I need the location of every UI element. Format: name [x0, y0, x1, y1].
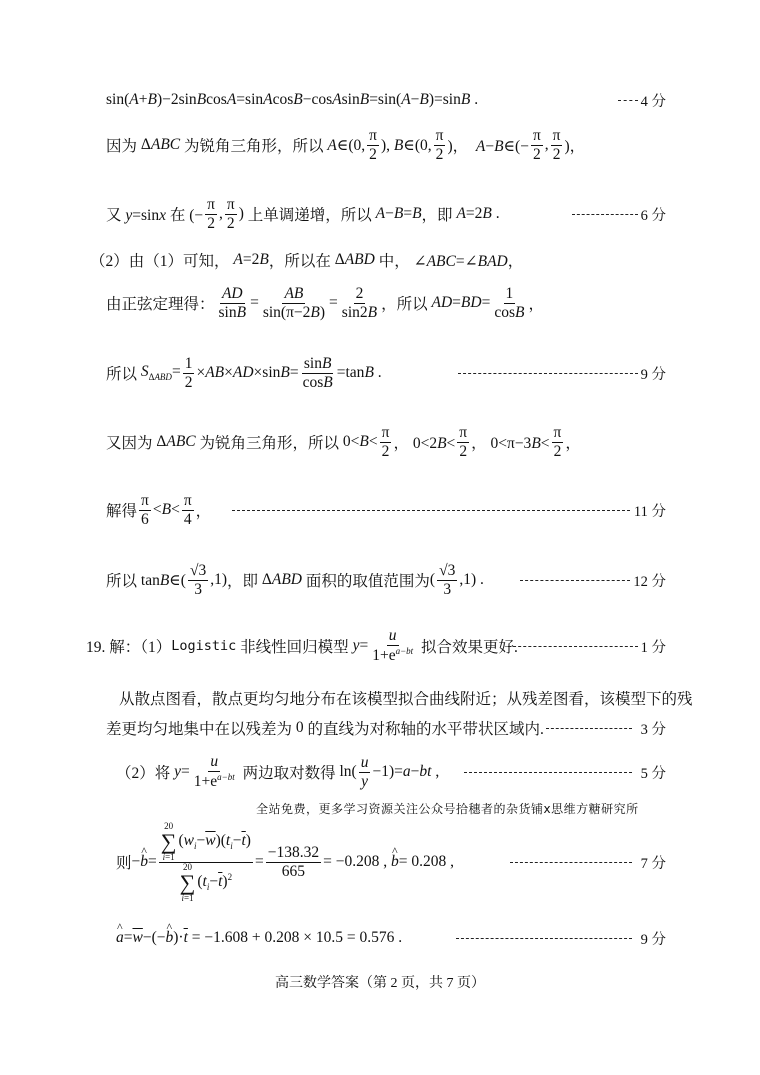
score: 5 分 [640, 765, 666, 782]
score-leader [510, 862, 632, 863]
score: 12 分 [633, 573, 666, 590]
line-4 [0, 240, 760, 280]
text: （2）将 y= $\frac{u}{1+e^{a-bt}}$ 两边取对数得 ln( $\frac{u}{y}$ −1)=a−bt , [116, 753, 440, 791]
score: 6 分 [640, 207, 666, 224]
text: 则 −^ b= 20 ∑ i=1 $(w_i-\overline{w})(t_i-\overline{t})$ 20 ∑ i=1 $(t_i-\overline{t})^2$ = $\frac{-138.32}{665}$ = −0.208 , ^ b = 0.208 , [116, 822, 454, 902]
line-9 [0, 560, 760, 600]
page-footer: 高三数学答案（第 2 页，共 7 页） [275, 976, 485, 991]
line-3 [0, 194, 760, 234]
line-6 [0, 353, 760, 393]
score: 9 分 [640, 366, 666, 383]
text: 又因为 ΔABC 为锐角三角形，所以 0<B< $\frac{\pi}{2}$ ， 0<2B< $\frac{\pi}{2}$ ， 0<π−3B< $\frac{\pi}{2}$ ， [106, 423, 581, 460]
q19-line [0, 626, 760, 666]
text: 解得 $\frac{\pi}{6}$ <B< $\frac{\pi}{4}$ ， [106, 491, 212, 528]
score-leader [520, 580, 630, 581]
score-leader [546, 728, 632, 729]
score-leader [456, 938, 632, 939]
score: 7 分 [640, 855, 666, 872]
text: ^ $a=\overline{w}-(-\^{}$ $b)\cdot\overline{t}$ = −1.608 + 0.208 × 10.5 = 0.576 . [116, 918, 402, 958]
score-leader [232, 510, 630, 511]
line-5 [0, 283, 760, 323]
text: 从散点图看，散点更均匀地分布在该模型拟合曲线附近；从残差图看，该模型下的残 [119, 691, 693, 708]
score-leader [458, 373, 638, 374]
score-leader [572, 214, 638, 215]
a-hat-line [0, 918, 760, 958]
watermark-text: 全站免费，更多学习资源关注公众号拾穗者的杂货铺x思维方糖研究所 [256, 802, 639, 816]
b-hat-line [0, 822, 760, 902]
line-1 [0, 80, 760, 120]
score-leader [464, 772, 632, 773]
score: 1 分 [640, 639, 666, 656]
line-2 [0, 125, 760, 165]
text: 19. 解：（1） Logistic 非线性回归模型 y= $\frac{u}{1+e^{a-bt}}$ 拟合效果更好. [86, 627, 518, 665]
text: （2）由（1）可知， A=2B ，所以在 ΔABD 中， ∠ABC=∠BAD， [90, 251, 524, 270]
score-leader [508, 646, 638, 647]
score-leader [618, 100, 638, 101]
equation: sin(A+B)−2sinBcosA=sinAcosB−cosAsinB=sin(A−B)=sinB . [106, 91, 479, 108]
score: 9 分 [640, 931, 666, 948]
text: 所以 tanB∈( $\frac{√3}{3}$ ,1) ，即 ΔABD 面积的取值范围为 ( $\frac{√3}{3}$ ,1) . [106, 561, 484, 598]
text: 由正弦定理得： $\frac{AD}{\sin B}$ = $\frac{AB}{\sin(\pi-2B)}$ = $\frac{2}{\sin 2B}$ ，所以 AD=BD= $\frac{1}{\cos B}$ ， [106, 284, 544, 321]
para-line-2 [0, 708, 760, 748]
text: 又 y=sinx 在 (− $\frac{\pi}{2}$ , $\frac{\pi}{2}$ ) 上单调递增，所以 A−B=B ，即 A=2B . [106, 195, 500, 232]
text: 所以 $S_{\Delta ABD}=$ $\frac{1}{2}$ ×AB×AD×sinB= $\frac{\sin B}{\cos B}$ =tanB . [106, 354, 382, 391]
score: 4 分 [640, 93, 666, 110]
line-7 [0, 422, 760, 462]
score: 3 分 [640, 721, 666, 738]
score: 11 分 [633, 503, 666, 520]
text: 因为 ΔABC 为锐角三角形，所以 A∈(0, $\frac{\pi}{2}$ ), B∈(0, $\frac{\pi}{2}$ )， A−B∈(− $\frac{\pi}{2}$ , $\frac{\pi}{2}$ )， [106, 126, 586, 163]
line-8 [0, 490, 760, 530]
part2-line [0, 752, 760, 792]
text: 差更均匀地集中在以残差为 0 的直线为对称轴的水平带状区域内. [106, 719, 544, 738]
